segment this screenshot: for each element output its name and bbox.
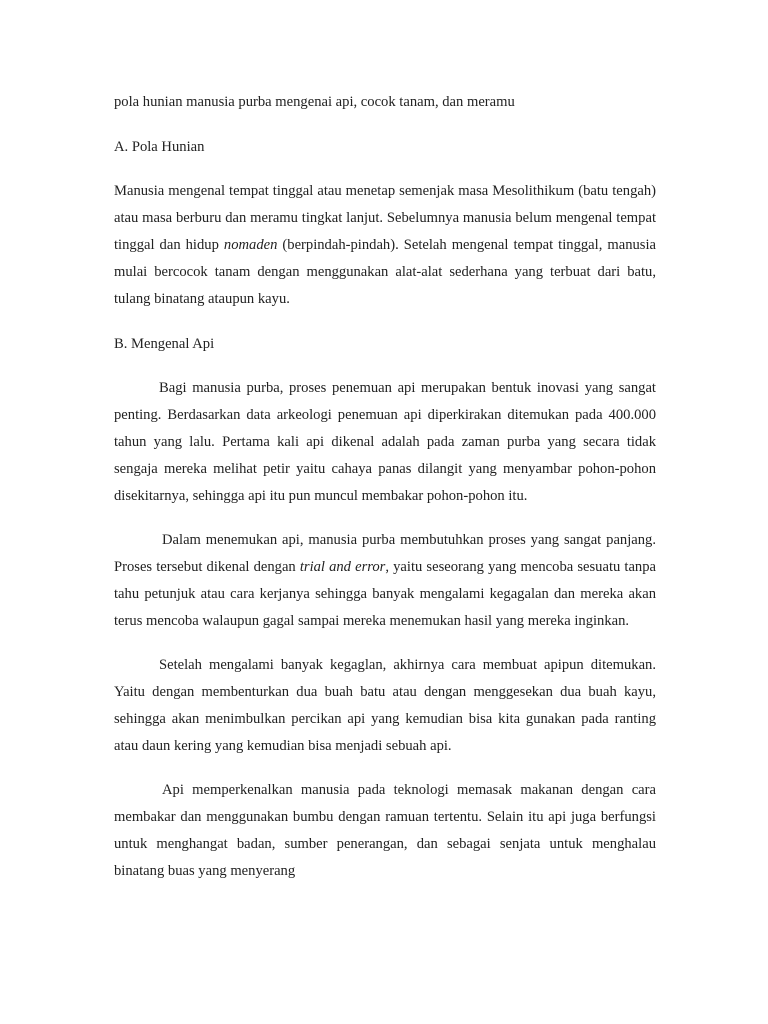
spacer: [114, 635, 656, 652]
paragraph-text: (berpindah-pindah). Setelah mengenal tempat tinggal, manusia mulai bercocok tanam dengan menggunakan alat-alat sederhana yang terbuat dari batu, tulang binatang ataupun kayu.: [114, 237, 656, 307]
spacer: [114, 116, 656, 133]
paragraph-text: Manusia mengenal tempat tinggal atau menetap semenjak masa Mesolithikum (batu tengah) atau masa berburu dan meramu tingkat lanjut. Sebelumnya manusia belum mengenal tempat tinggal dan hidup: [114, 183, 656, 253]
section-a-heading: A. Pola Hunian: [114, 139, 205, 155]
section-b-paragraph-1: Bagi manusia purba, proses penemuan api merupakan bentuk inovasi yang sangat penting. Berdasarkan data arkeologi penemuan api diperkirakan ditemukan pada 400.000 tahun yang lalu. Pertama kali api dikenal adalah pada zaman purba yang secara tidak sengaja mereka melihat petir yaitu cahaya panas dilangit yang menyambar pohon-pohon disekitarnya, sehingga api itu pun muncul membakar pohon-pohon itu.: [114, 380, 656, 504]
spacer: [114, 313, 656, 330]
section-b-paragraph-3: Setelah mengalami banyak kegaglan, akhirnya cara membuat apipun ditemukan. Yaitu dengan membenturkan dua buah batu atau dengan menggesekan dua buah kayu, sehingga akan menimbulkan percikan api yang kemudian bisa kita gunakan pada ranting atau daun kering yang kemudian bisa menjadi sebuah api.: [114, 657, 656, 754]
section-b-paragraph-4: Api memperkenalkan manusia pada teknologi memasak makanan dengan cara membakar dan menggunakan bumbu dengan ramuan tertentu. Selain itu api juga berfungsi untuk menghangat badan, sumber penerangan, dan sebagai senjata untuk menghalau binatang buas yang menyerang: [114, 782, 656, 879]
document-page: [114, 88, 656, 885]
section-b-paragraph-2: [114, 527, 656, 635]
spacer: [114, 760, 656, 777]
spacer: [114, 161, 656, 178]
italic-term: trial and error: [299, 559, 386, 575]
spacer: [114, 358, 656, 375]
section-a-paragraph-1: [114, 178, 656, 313]
paragraph-text: , yaitu seseorang yang mencoba sesuatu tanpa tahu petunjuk atau cara kerjanya sehingga banyak mengalami kegagalan dan mereka akan terus mencoba walaupun gagal sampai mereka menemukan hasil yang mereka inginkan.: [114, 559, 657, 629]
section-b-heading: B. Mengenal Api: [114, 336, 215, 352]
paragraph-text: Dalam menemukan api, manusia purba membutuhkan proses yang sangat panjang. Proses tersebut dikenal dengan: [114, 532, 656, 575]
italic-term: nomaden: [223, 237, 278, 253]
spacer: [114, 510, 656, 527]
document-title: pola hunian manusia purba mengenai api, cocok tanam, dan meramu: [114, 94, 515, 110]
